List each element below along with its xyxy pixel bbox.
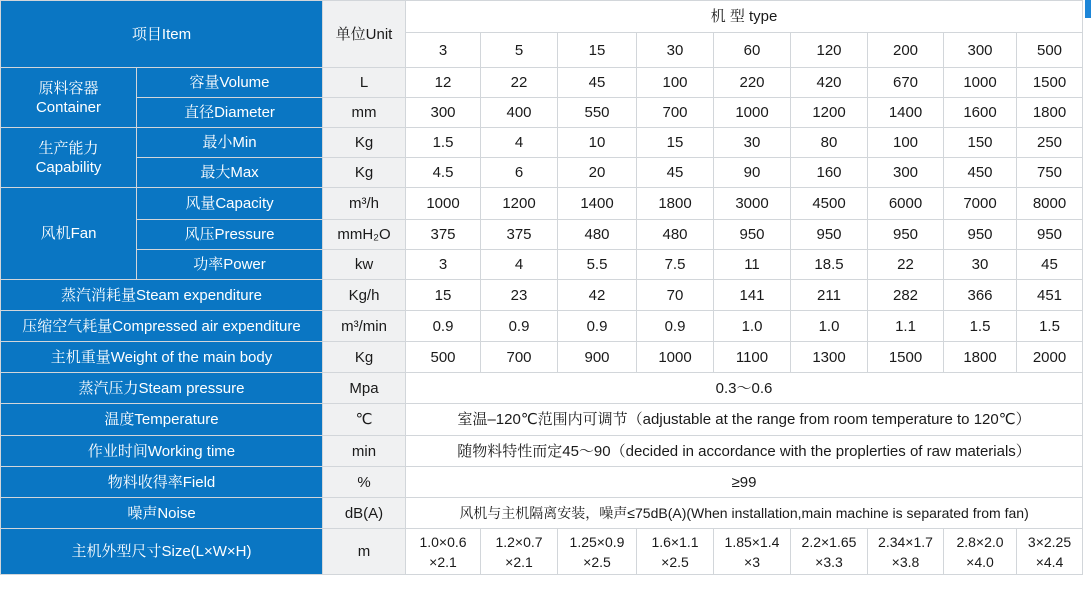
working-time-row	[1, 436, 1083, 467]
value-cell: 1.25×0.9 ×2.5	[558, 529, 637, 575]
value-cell: 211	[791, 280, 868, 311]
value-cell: 950	[791, 220, 868, 250]
value-cell: 18.5	[791, 250, 868, 280]
model-15: 15	[558, 33, 637, 68]
value-cell: 7000	[944, 188, 1017, 220]
value-cell: 451	[1017, 280, 1083, 311]
value-cell: 80	[791, 128, 868, 158]
row-label: 直径Diameter	[137, 98, 323, 128]
unit-cell: Kg	[323, 158, 406, 188]
value-cell: 100	[868, 128, 944, 158]
value-cell: 1800	[637, 188, 714, 220]
model-30: 30	[637, 33, 714, 68]
fan-capacity-row	[1, 188, 1083, 220]
value-cell: 45	[558, 68, 637, 98]
value-cell: 366	[944, 280, 1017, 311]
air-expenditure-row	[1, 311, 1083, 342]
unit-cell: L	[323, 68, 406, 98]
unit-cell: Kg	[323, 342, 406, 373]
value-cell: 450	[944, 158, 1017, 188]
value-cell: 1300	[791, 342, 868, 373]
value-cell: 1.0	[791, 311, 868, 342]
value-cell: 30	[714, 128, 791, 158]
value-cell: 300	[406, 98, 481, 128]
value-cell: 750	[1017, 158, 1083, 188]
value-cell: 1400	[868, 98, 944, 128]
value-cell: 1100	[714, 342, 791, 373]
unit-cell: Kg/h	[323, 280, 406, 311]
model-200: 200	[868, 33, 944, 68]
merged-value-cell: 风机与主机隔离安装，噪声≤75dB(A)(When installation,main machine is separated from fan)	[406, 498, 1083, 529]
value-cell: 700	[481, 342, 558, 373]
value-cell: 400	[481, 98, 558, 128]
value-cell: 1000	[714, 98, 791, 128]
value-cell: 42	[558, 280, 637, 311]
steam-pressure-row	[1, 373, 1083, 404]
header-row-1	[1, 1, 1083, 33]
unit-cell: Mpa	[323, 373, 406, 404]
value-cell: 160	[791, 158, 868, 188]
value-cell: 70	[637, 280, 714, 311]
row-label: 风量Capacity	[137, 188, 323, 220]
value-cell: 45	[1017, 250, 1083, 280]
value-cell: 2.2×1.65 ×3.3	[791, 529, 868, 575]
noise-row	[1, 498, 1083, 529]
value-cell: 1000	[944, 68, 1017, 98]
value-cell: 1.5	[944, 311, 1017, 342]
value-cell: 22	[481, 68, 558, 98]
merged-value-cell: 0.3～0.6	[406, 373, 1083, 404]
value-cell: 670	[868, 68, 944, 98]
row-label: 压缩空气耗量Compressed air expenditure	[1, 311, 323, 342]
value-cell: 3000	[714, 188, 791, 220]
unit-cell: mm	[323, 98, 406, 128]
value-cell: 1.85×1.4 ×3	[714, 529, 791, 575]
unit-cell: ℃	[323, 404, 406, 436]
value-cell: 22	[868, 250, 944, 280]
value-cell: 500	[406, 342, 481, 373]
value-cell: 8000	[1017, 188, 1083, 220]
value-cell: 3×2.25 ×4.4	[1017, 529, 1083, 575]
value-cell: 45	[637, 158, 714, 188]
value-cell: 1.6×1.1 ×2.5	[637, 529, 714, 575]
unit-cell: kw	[323, 250, 406, 280]
value-cell: 1500	[868, 342, 944, 373]
value-cell: 950	[944, 220, 1017, 250]
value-cell: 0.9	[406, 311, 481, 342]
value-cell: 1.5	[406, 128, 481, 158]
value-cell: 1800	[1017, 98, 1083, 128]
merged-value-cell: ≥99	[406, 467, 1083, 498]
value-cell: 700	[637, 98, 714, 128]
value-cell: 300	[868, 158, 944, 188]
value-cell: 1600	[944, 98, 1017, 128]
value-cell: 1000	[637, 342, 714, 373]
value-cell: 0.9	[558, 311, 637, 342]
row-label: 蒸汽消耗量Steam expenditure	[1, 280, 323, 311]
value-cell: 20	[558, 158, 637, 188]
value-cell: 2000	[1017, 342, 1083, 373]
value-cell: 1.2×0.7 ×2.1	[481, 529, 558, 575]
cap-max-row	[1, 158, 1083, 188]
model-500: 500	[1017, 33, 1083, 68]
group-container: 原料容器 Container	[1, 68, 137, 128]
model-60: 60	[714, 33, 791, 68]
value-cell: 282	[868, 280, 944, 311]
value-cell: 1200	[791, 98, 868, 128]
value-cell: 0.9	[637, 311, 714, 342]
value-cell: 1500	[1017, 68, 1083, 98]
row-label: 功率Power	[137, 250, 323, 280]
value-cell: 1000	[406, 188, 481, 220]
unit-cell: m³/h	[323, 188, 406, 220]
value-cell: 250	[1017, 128, 1083, 158]
row-label: 蒸汽压力Steam pressure	[1, 373, 323, 404]
value-cell: 375	[481, 220, 558, 250]
cap-min-row	[1, 128, 1083, 158]
row-label: 温度Temperature	[1, 404, 323, 436]
value-cell: 1.1	[868, 311, 944, 342]
model-3: 3	[406, 33, 481, 68]
value-cell: 1.5	[1017, 311, 1083, 342]
row-label: 主机外型尺寸Size(L×W×H)	[1, 529, 323, 575]
page-edge-accent	[1085, 0, 1091, 18]
value-cell: 480	[637, 220, 714, 250]
size-row	[1, 529, 1083, 575]
temperature-row	[1, 404, 1083, 436]
steam-expenditure-row	[1, 280, 1083, 311]
model-120: 120	[791, 33, 868, 68]
item-header: 项目Item	[1, 1, 323, 68]
value-cell: 900	[558, 342, 637, 373]
model-header: 机 型 type	[406, 1, 1083, 33]
value-cell: 23	[481, 280, 558, 311]
value-cell: 11	[714, 250, 791, 280]
unit-cell: %	[323, 467, 406, 498]
diameter-row	[1, 98, 1083, 128]
value-cell: 5.5	[558, 250, 637, 280]
unit-cell: min	[323, 436, 406, 467]
unit-cell: dB(A)	[323, 498, 406, 529]
value-cell: 30	[944, 250, 1017, 280]
value-cell: 550	[558, 98, 637, 128]
group-capability: 生产能力 Capability	[1, 128, 137, 188]
volume-row	[1, 68, 1083, 98]
value-cell: 7.5	[637, 250, 714, 280]
row-label: 作业时间Working time	[1, 436, 323, 467]
model-5: 5	[481, 33, 558, 68]
value-cell: 1.0×0.6 ×2.1	[406, 529, 481, 575]
unit-cell: m³/min	[323, 311, 406, 342]
unit-cell: Kg	[323, 128, 406, 158]
value-cell: 1200	[481, 188, 558, 220]
row-label: 最小Min	[137, 128, 323, 158]
value-cell: 6	[481, 158, 558, 188]
model-300: 300	[944, 33, 1017, 68]
field-row	[1, 467, 1083, 498]
value-cell: 1400	[558, 188, 637, 220]
value-cell: 480	[558, 220, 637, 250]
value-cell: 15	[406, 280, 481, 311]
row-label: 风压Pressure	[137, 220, 323, 250]
fan-power-row	[1, 250, 1083, 280]
value-cell: 4500	[791, 188, 868, 220]
value-cell: 90	[714, 158, 791, 188]
value-cell: 4.5	[406, 158, 481, 188]
merged-value-cell: 室温–120℃范围内可调节（adjustable at the range from room temperature to 120℃）	[406, 404, 1083, 436]
value-cell: 0.9	[481, 311, 558, 342]
group-fan: 风机Fan	[1, 188, 137, 280]
merged-value-cell: 随物料特性而定45～90（decided in accordance with the proplerties of raw materials）	[406, 436, 1083, 467]
row-label: 物料收得率Field	[1, 467, 323, 498]
value-cell: 4	[481, 128, 558, 158]
value-cell: 141	[714, 280, 791, 311]
row-label: 容量Volume	[137, 68, 323, 98]
value-cell: 15	[637, 128, 714, 158]
value-cell: 2.8×2.0 ×4.0	[944, 529, 1017, 575]
value-cell: 10	[558, 128, 637, 158]
value-cell: 4	[481, 250, 558, 280]
value-cell: 150	[944, 128, 1017, 158]
value-cell: 950	[714, 220, 791, 250]
value-cell: 2.34×1.7 ×3.8	[868, 529, 944, 575]
fan-pressure-row	[1, 220, 1083, 250]
value-cell: 220	[714, 68, 791, 98]
value-cell: 3	[406, 250, 481, 280]
value-cell: 375	[406, 220, 481, 250]
value-cell: 6000	[868, 188, 944, 220]
value-cell: 100	[637, 68, 714, 98]
row-label: 噪声Noise	[1, 498, 323, 529]
value-cell: 1800	[944, 342, 1017, 373]
value-cell: 1.0	[714, 311, 791, 342]
value-cell: 950	[1017, 220, 1083, 250]
row-label: 主机重量Weight of the main body	[1, 342, 323, 373]
value-cell: 950	[868, 220, 944, 250]
row-label: 最大Max	[137, 158, 323, 188]
unit-header: 单位Unit	[323, 1, 406, 68]
weight-row	[1, 342, 1083, 373]
unit-cell: mmH₂O	[323, 220, 406, 250]
value-cell: 12	[406, 68, 481, 98]
unit-cell: m	[323, 529, 406, 575]
value-cell: 420	[791, 68, 868, 98]
